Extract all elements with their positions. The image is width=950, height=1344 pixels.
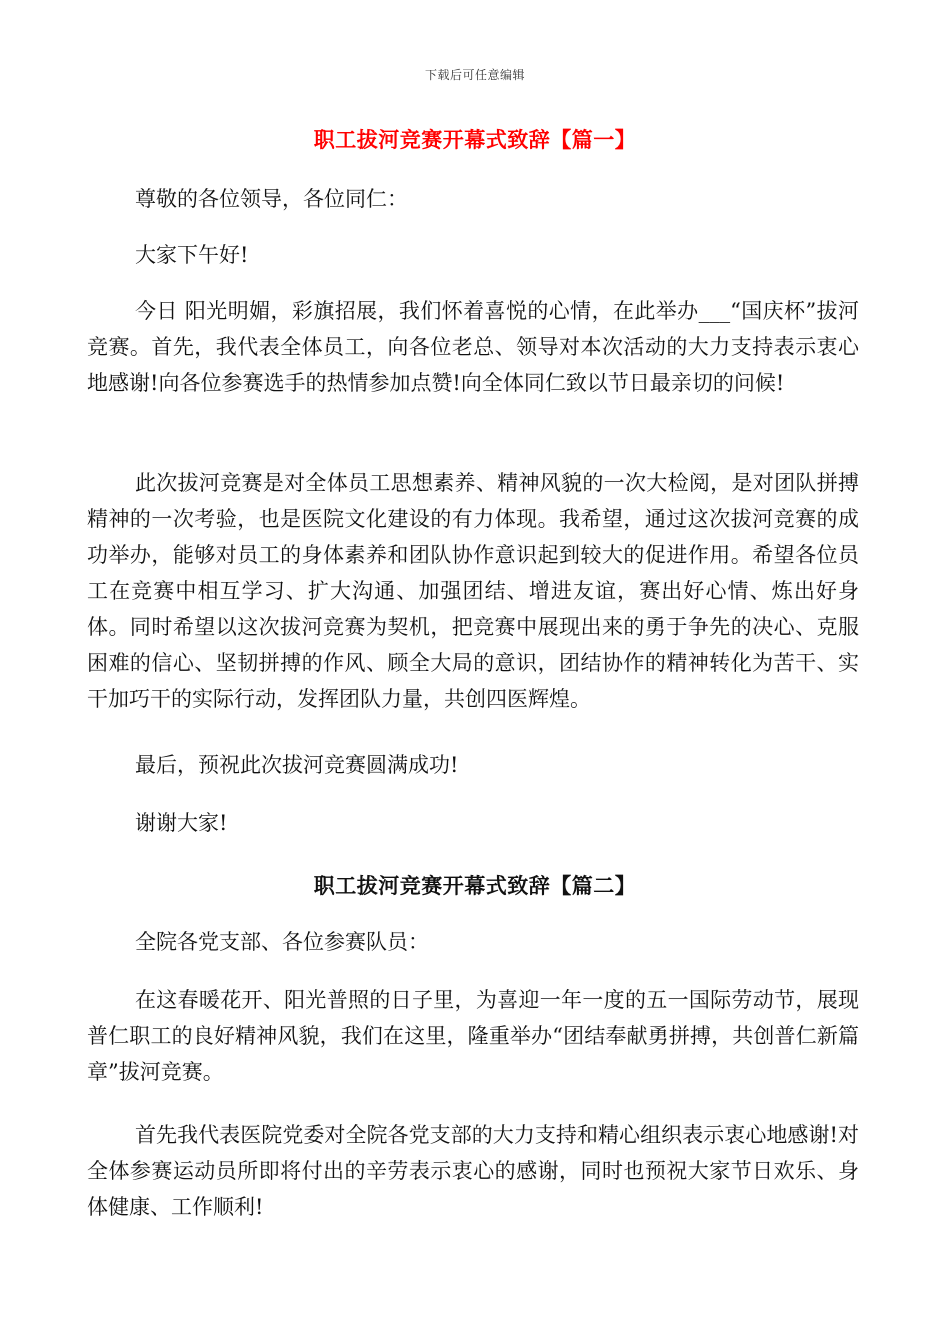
section2-title: 职工拔河竞赛开幕式致辞【篇二】 bbox=[313, 873, 637, 898]
section1-closing-2: 谢谢大家! bbox=[135, 811, 228, 835]
section1-paragraph-1: 今日 阳光明媚，彩旗招展，我们怀着喜悦的心情，在此举办___“国庆杯”拔河竞赛。首先，我代表全体员工，向各位老总、领导对本次活动的大力支持表示衷心地感谢!向各位参赛选手的热情参加点赞!向全体同仁致以节日最亲切的问候! bbox=[87, 299, 859, 395]
section2-paragraph-2: 首先我代表医院党委对全院各党支部的大力支持和精心组织表示衷心地感谢!对全体参赛运动员所即将付出的辛劳表示衷心的感谢，同时也预祝大家节日欢乐、身体健康、工作顺利! bbox=[87, 1123, 859, 1219]
header-note: 下载后可任意编辑 bbox=[424, 68, 525, 82]
section2-paragraph-1: 在这春暖花开、阳光普照的日子里，为喜迎一年一度的五一国际劳动节，展现普仁职工的良好精神风貌，我们在这里，隆重举办“团结奉献勇拼搏，共创普仁新篇章”拔河竞赛。 bbox=[87, 988, 859, 1084]
section2-salutation: 全院各党支部、各位参赛队员： bbox=[135, 930, 429, 954]
section1-greeting: 大家下午好! bbox=[135, 243, 249, 267]
section1-paragraph-2: 此次拔河竞赛是对全体员工思想素养、精神风貌的一次大检阅，是对团队拼搏精神的一次考验，也是医院文化建设的有力体现。我希望，通过这次拔河竞赛的成功举办，能够对员工的身体素养和团队协作意识起到较大的促进作用。希望各位员工在竞赛中相互学习、扩大沟通、加强团结、增进友谊，赛出好心情、炼出好身体。同时希望以这次拔河竞赛为契机，把竞赛中展现出来的勇于争先的决心、克服困难的信心、坚韧拼搏的作风、顾全大局的意识，团结协作的精神转化为苦干、实干加巧干的实际行动，发挥团队力量，共创四医辉煌。 bbox=[87, 471, 859, 711]
section1-title: 职工拔河竞赛开幕式致辞【篇一】 bbox=[313, 127, 637, 152]
section1-salutation: 尊敬的各位领导，各位同仁： bbox=[135, 187, 408, 211]
section1-closing-1: 最后，预祝此次拔河竞赛圆满成功! bbox=[135, 753, 459, 777]
